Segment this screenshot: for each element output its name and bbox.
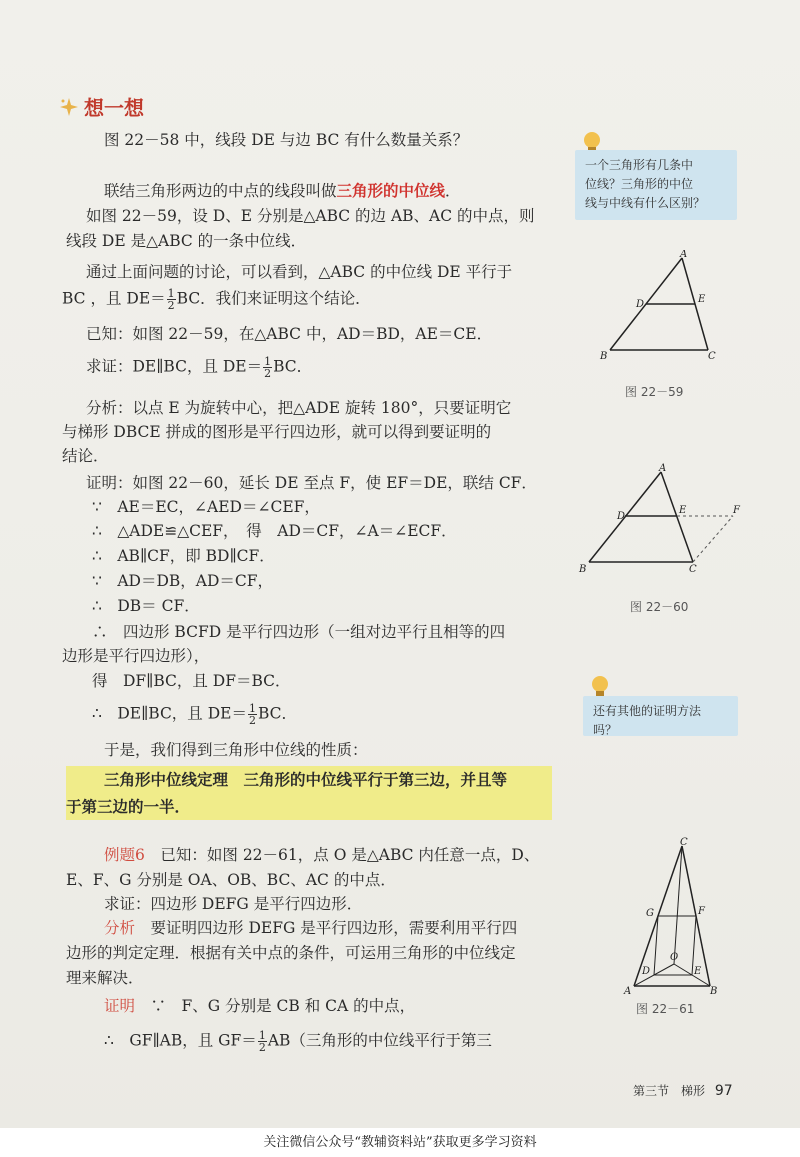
example-text: 已知：如图 22－61，点 O 是△ABC 内任意一点，D、 bbox=[160, 846, 540, 864]
proof-line-2: ∵ AE＝EC，∠AED＝∠CEF， bbox=[92, 498, 320, 516]
proof-line-10 bbox=[92, 703, 297, 726]
proof-line-6: ∴ DB＝ CF． bbox=[92, 597, 200, 615]
vertex-label: A bbox=[680, 250, 688, 260]
definition-line-3: 线段 DE 是△ABC 的一条中位线． bbox=[66, 232, 307, 250]
sparkle-icon bbox=[58, 96, 80, 118]
page-footer bbox=[633, 1082, 733, 1099]
given-line: 已知：如图 22－59，在△ABC 中，AD＝BD，AE＝CE． bbox=[86, 325, 493, 343]
proof6-line-2 bbox=[104, 1030, 492, 1053]
fraction-half: $\frac{1}{2}$ bbox=[258, 1029, 266, 1054]
definition-line-1 bbox=[104, 181, 461, 201]
vertex-label: F bbox=[698, 906, 705, 917]
example-line-3: 求证：四边形 DEFG 是平行四边形． bbox=[104, 895, 363, 913]
side-note-1-line: 线与中线有什么区别？ bbox=[585, 196, 706, 210]
vertex-label: A bbox=[659, 463, 667, 474]
example-line-2: E、F、G 分别是 OA、OB、BC、AC 的中点． bbox=[66, 871, 396, 889]
vertex-label: B bbox=[710, 986, 718, 996]
proof-text-a: ∴ DE∥BC，且 DE＝ bbox=[92, 704, 247, 723]
analysis6-line-1 bbox=[104, 918, 517, 938]
vertex-label: D bbox=[617, 511, 626, 522]
figure-22-60 bbox=[575, 462, 750, 577]
side-note-1-line: 一个三角形有几条中 bbox=[585, 158, 694, 172]
proof6-text-b: AB（三角形的中位线平行于第三 bbox=[267, 1031, 492, 1050]
proof-line-9: 得 DF∥BC，且 DF＝BC． bbox=[92, 672, 291, 690]
bottom-banner: 关注微信公众号“教辅资料站”获取更多学习资料 bbox=[0, 1128, 800, 1157]
vertex-label: C bbox=[680, 837, 688, 848]
side-note-1 bbox=[575, 150, 737, 220]
vertex-label: G bbox=[646, 908, 654, 919]
side-note-2-line: 吗？ bbox=[593, 723, 618, 737]
side-note-1-line: 位线？三角形的中位 bbox=[585, 177, 694, 191]
vertex-label: D bbox=[642, 966, 651, 977]
vertex-label: A bbox=[624, 986, 632, 996]
figure-caption: 图 22－59 bbox=[625, 385, 684, 399]
section-title bbox=[58, 92, 144, 121]
proof-text-b: BC． bbox=[257, 704, 298, 723]
vertex-label: E bbox=[679, 505, 687, 516]
vertex-label: B bbox=[600, 351, 608, 362]
page-number: 97 bbox=[714, 1083, 733, 1099]
proof-line-5: ∵ AD＝DB，AD＝CF， bbox=[92, 572, 274, 590]
discussion-text-b: BC．我们来证明这个结论． bbox=[176, 289, 371, 308]
fraction-half: $\frac{1}{2}$ bbox=[167, 287, 175, 312]
definition-end: ． bbox=[445, 182, 461, 200]
theorem-line-1: 三角形中位线定理 三角形的中位线平行于第三边，并且等 bbox=[104, 770, 508, 789]
analysis-line-2: 与梯形 DBCE 拼成的图形是平行四边形，就可以得到要证明的 bbox=[62, 423, 492, 441]
discussion-line-2 bbox=[62, 288, 371, 311]
proof-tag: 证明 bbox=[104, 997, 136, 1015]
question-line: 图 22－58 中，线段 DE 与边 BC 有什么数量关系？ bbox=[104, 131, 469, 149]
proof-line-8: 边形是平行四边形）， bbox=[62, 647, 210, 665]
example-tag: 例题6 bbox=[104, 846, 145, 864]
definition-text: 联结三角形两边的中点的线段叫做 bbox=[104, 182, 337, 200]
vertex-label: F bbox=[733, 505, 740, 516]
proof6-text-a: ∴ GF∥AB，且 GF＝ bbox=[104, 1031, 257, 1050]
example-line-1 bbox=[104, 845, 539, 865]
analysis6-line-3: 理来解决． bbox=[66, 969, 144, 987]
proof6-text: ∵ F、G 分别是 CB 和 CA 的中点， bbox=[150, 997, 416, 1015]
vertex-label: C bbox=[708, 351, 716, 362]
vertex-label: E bbox=[694, 966, 702, 977]
prove-text-a: 求证：DE∥BC，且 DE＝ bbox=[86, 357, 263, 376]
discussion-text-a: BC ，且 DE＝ bbox=[62, 289, 166, 308]
discussion-line-1: 通过上面问题的讨论，可以看到，△ABC 的中位线 DE 平行于 bbox=[86, 263, 513, 281]
vertex-label: D bbox=[636, 299, 645, 310]
figure-22-59 bbox=[596, 250, 726, 365]
figure-22-61 bbox=[620, 836, 730, 996]
fraction-half: $\frac{1}{2}$ bbox=[248, 702, 256, 727]
proof-line-1: 证明：如图 22－60，延长 DE 至点 F，使 EF＝DE，联结 CF． bbox=[86, 474, 537, 492]
prove-line bbox=[86, 356, 312, 379]
side-note-2 bbox=[583, 696, 738, 736]
proof-line-7: ∴ 四边形 BCFD 是平行四边形（一组对边平行且相等的四 bbox=[92, 623, 506, 641]
proof-line-4: ∴ AB∥CF，即 BD∥CF． bbox=[92, 547, 275, 565]
analysis6-text: 要证明四边形 DEFG 是平行四边形，需要利用平行四 bbox=[150, 919, 518, 937]
fraction-half: $\frac{1}{2}$ bbox=[264, 355, 272, 380]
analysis6-line-2: 边形的判定定理．根据有关中点的条件，可运用三角形的中位线定 bbox=[66, 944, 516, 962]
conclusion-line: 于是，我们得到三角形中位线的性质： bbox=[104, 741, 368, 759]
side-note-2-line: 还有其他的证明方法 bbox=[593, 704, 702, 718]
definition-term: 三角形的中位线 bbox=[336, 181, 446, 200]
analysis-line-1: 分析：以点 E 为旋转中心，把△ADE 旋转 180°，只要证明它 bbox=[86, 399, 512, 417]
analysis-line-3: 结论． bbox=[62, 447, 109, 465]
vertex-label: E bbox=[698, 294, 706, 305]
prove-text-b: BC． bbox=[273, 357, 313, 376]
vertex-label: O bbox=[670, 952, 679, 963]
figure-caption: 图 22－60 bbox=[630, 600, 689, 614]
definition-line-2: 如图 22－59，设 D、E 分别是△ABC 的边 AB、AC 的中点，则 bbox=[86, 207, 535, 225]
section-title-text: 想一想 bbox=[84, 96, 144, 120]
theorem-line-2: 于第三边的一半． bbox=[66, 797, 191, 816]
vertex-label: C bbox=[689, 564, 697, 575]
proof-line-3: ∴ △ADE≌△CEF， 得 AD＝CF，∠A＝∠ECF． bbox=[92, 522, 457, 540]
footer-section: 第三节 梯形 bbox=[633, 1084, 706, 1098]
proof6-line-1 bbox=[104, 996, 415, 1016]
analysis-tag: 分析 bbox=[104, 919, 136, 937]
vertex-label: B bbox=[579, 564, 587, 575]
figure-caption: 图 22－61 bbox=[636, 1002, 695, 1016]
